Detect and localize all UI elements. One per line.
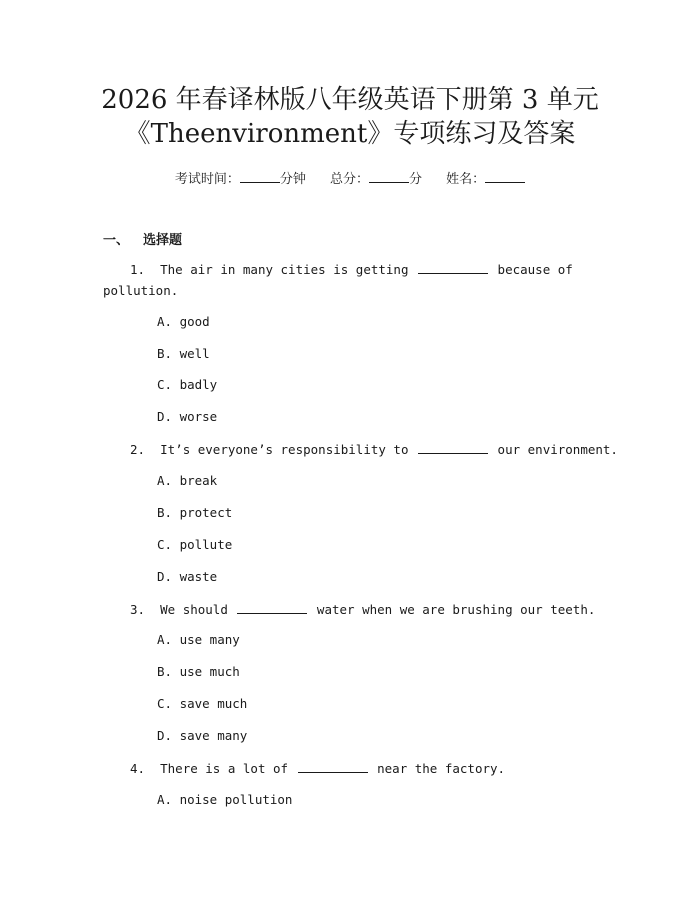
question-text-before: We should: [160, 602, 228, 617]
option-4a: A. noise pollution: [157, 792, 293, 807]
page-title-line-2: 《Theenvironment》专项练习及答案: [124, 119, 576, 149]
name-field: [446, 172, 525, 187]
question-3: [103, 599, 623, 620]
score-unit: 分: [409, 172, 423, 187]
time-field: [175, 172, 310, 187]
question-text-after: our environment.: [497, 442, 618, 457]
time-blank: [240, 170, 280, 183]
time-unit: 分钟: [279, 172, 306, 187]
section-title: 选择题: [143, 233, 183, 248]
option-2c: C. pollute: [157, 537, 233, 552]
option-1d: D. worse: [157, 409, 218, 424]
question-number: 2.: [130, 442, 146, 457]
score-blank: [369, 170, 409, 183]
name-label: 姓名：: [446, 172, 486, 187]
question-4: [103, 758, 623, 779]
question-text-after: water when we are brushing our teeth.: [316, 602, 596, 617]
question-text-after: near the factory.: [377, 761, 506, 776]
option-1a: A. good: [157, 314, 210, 329]
score-label: 总分：: [329, 172, 369, 187]
option-3a: A. use many: [157, 632, 240, 647]
page-title-line-1: 2026 年春译林版八年级英语下册第 3 单元: [101, 85, 599, 115]
question-text-before: The air in many cities is getting: [160, 262, 409, 277]
question-number: 1.: [130, 262, 146, 277]
option-2a: A. break: [157, 473, 218, 488]
option-3c: C. save much: [157, 696, 248, 711]
question-text-before: It’s everyone’s responsibility to: [160, 442, 409, 457]
option-2d: D. waste: [157, 569, 218, 584]
name-blank: [485, 170, 525, 183]
question-1: [103, 259, 581, 301]
question-text-after: because of pollution.: [103, 262, 581, 298]
question-number: 4.: [130, 761, 146, 776]
section-number: 一、: [103, 233, 130, 248]
section-heading: [103, 229, 182, 248]
answer-blank: [418, 441, 488, 454]
question-2: [103, 439, 623, 460]
score-field: [330, 172, 426, 187]
option-1c: C. badly: [157, 377, 218, 392]
answer-blank: [237, 601, 307, 614]
option-2b: B. protect: [157, 505, 233, 520]
time-label: 考试时间：: [174, 172, 240, 187]
question-number: 3.: [130, 602, 146, 617]
answer-blank: [298, 760, 368, 773]
exam-meta: [0, 168, 700, 187]
answer-blank: [418, 261, 488, 274]
option-1b: B. well: [157, 346, 210, 361]
option-3b: B. use much: [157, 664, 240, 679]
option-3d: D. save many: [157, 728, 248, 743]
question-text-before: There is a lot of: [160, 761, 289, 776]
